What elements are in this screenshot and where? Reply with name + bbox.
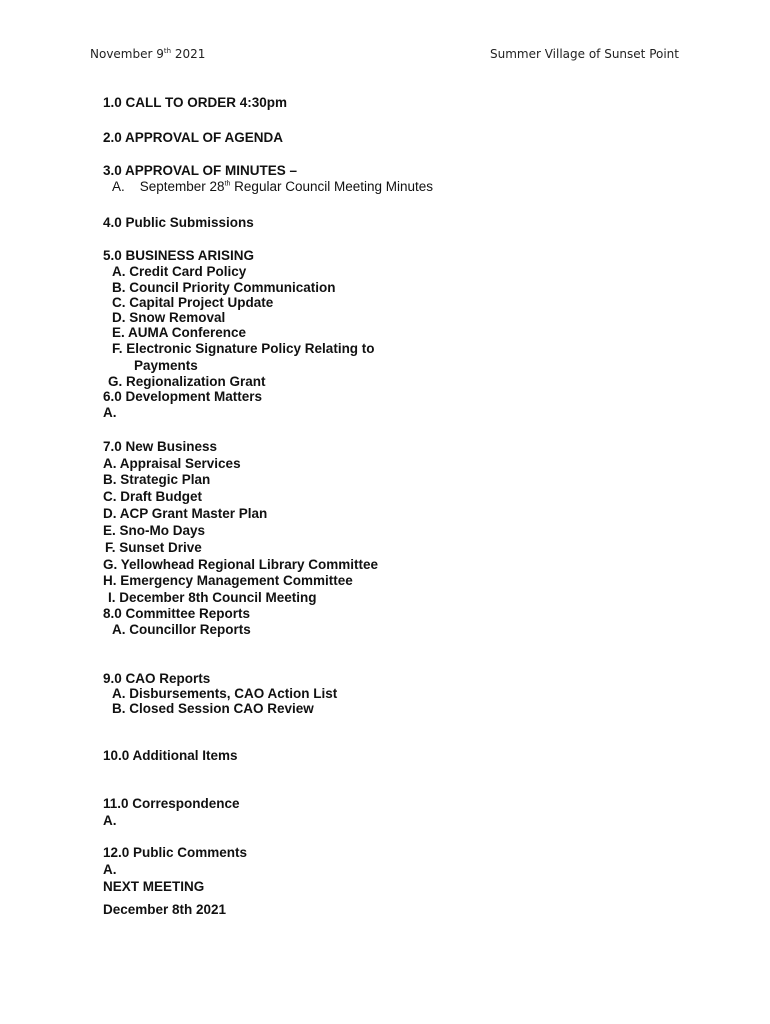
section-7-item: B. Strategic Plan bbox=[103, 472, 211, 487]
section-7-item: A. Appraisal Services bbox=[103, 456, 241, 471]
item-text: September 28 bbox=[139, 179, 225, 194]
header-date-text: November 9 bbox=[90, 47, 164, 61]
section-12-item-a: A. bbox=[103, 862, 117, 877]
section-7-item: G. Yellowhead Regional Library Committee bbox=[103, 557, 379, 572]
section-5-item-continued: Payments bbox=[134, 358, 198, 373]
section-5-item: A. Credit Card Policy bbox=[112, 264, 247, 279]
section-7-item: E. Sno-Mo Days bbox=[103, 523, 206, 538]
section-6-development-matters: 6.0 Development Matters bbox=[103, 389, 263, 404]
item-label: A. bbox=[112, 179, 125, 194]
section-5-item: D. Snow Removal bbox=[112, 310, 226, 325]
section-8-item-a: A. Councillor Reports bbox=[112, 622, 251, 637]
section-9-item-a: A. Disbursements, CAO Action List bbox=[112, 686, 338, 701]
next-meeting-label: NEXT MEETING bbox=[103, 879, 205, 894]
section-5-item: F. Electronic Signature Policy Relating to bbox=[112, 341, 375, 356]
section-12-public-comments: 12.0 Public Comments bbox=[103, 845, 248, 860]
section-7-item: I. December 8th Council Meeting bbox=[108, 590, 317, 605]
section-9-cao-reports: 9.0 CAO Reports bbox=[103, 671, 211, 686]
section-9-item-b: B. Closed Session CAO Review bbox=[112, 701, 314, 716]
header-date-sup: th bbox=[163, 47, 172, 55]
section-11-correspondence: 11.0 Correspondence bbox=[103, 796, 240, 811]
section-3-item-a bbox=[112, 179, 433, 195]
section-6-item-a: A. bbox=[103, 405, 117, 420]
header-date bbox=[90, 47, 205, 61]
section-2-approval-of-agenda: 2.0 APPROVAL OF AGENDA bbox=[103, 130, 284, 145]
section-4-public-submissions: 4.0 Public Submissions bbox=[103, 215, 254, 230]
section-5-item: B. Council Priority Communication bbox=[112, 280, 336, 295]
section-5-item: C. Capital Project Update bbox=[112, 295, 274, 310]
item-sup: th bbox=[224, 180, 231, 188]
item-text-rest: Regular Council Meeting Minutes bbox=[230, 179, 434, 194]
header-organization: Summer Village of Sunset Point bbox=[489, 47, 679, 61]
section-8-committee-reports: 8.0 Committee Reports bbox=[103, 606, 251, 621]
header-date-year: 2021 bbox=[171, 47, 206, 61]
section-7-item: F. Sunset Drive bbox=[105, 540, 202, 555]
section-7-item: H. Emergency Management Committee bbox=[103, 573, 353, 588]
section-7-item: C. Draft Budget bbox=[103, 489, 202, 504]
section-7-item: D. ACP Grant Master Plan bbox=[103, 506, 268, 521]
section-10-additional-items: 10.0 Additional Items bbox=[103, 748, 238, 763]
section-5-item: G. Regionalization Grant bbox=[108, 374, 266, 389]
section-7-new-business: 7.0 New Business bbox=[103, 439, 218, 454]
section-5-business-arising: 5.0 BUSINESS ARISING bbox=[103, 248, 255, 263]
section-3-approval-of-minutes: 3.0 APPROVAL OF MINUTES – bbox=[103, 163, 298, 178]
section-1-call-to-order: 1.0 CALL TO ORDER 4:30pm bbox=[103, 95, 288, 110]
section-5-item: E. AUMA Conference bbox=[112, 325, 247, 340]
section-11-item-a: A. bbox=[103, 813, 117, 828]
next-meeting-date: December 8th 2021 bbox=[103, 902, 227, 917]
